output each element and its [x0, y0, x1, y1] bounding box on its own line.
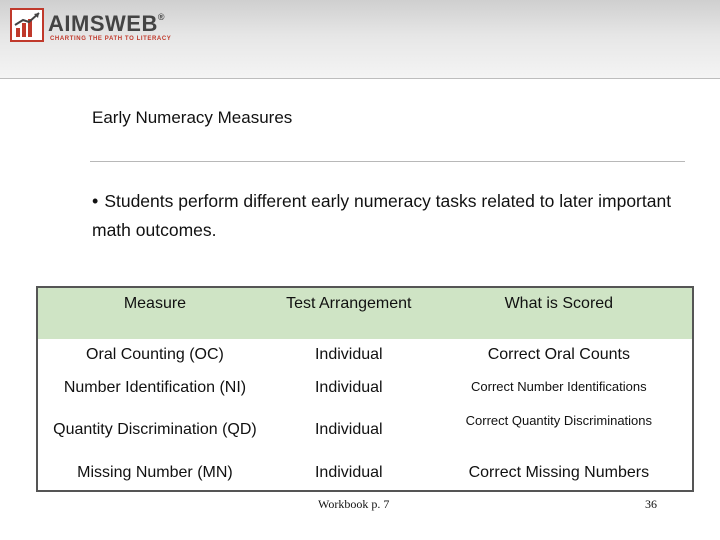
cell-measure: Missing Number (MN): [77, 463, 233, 481]
cell-arrangement: Individual: [314, 346, 383, 363]
table-header-row: [37, 287, 693, 339]
cell-scored: Correct Oral Counts: [487, 346, 630, 363]
cell-arrangement: Individual: [314, 463, 383, 481]
aimsweb-logo: [10, 8, 210, 48]
header-banner: [0, 0, 720, 79]
bullet-dot: •: [92, 191, 99, 211]
cell-measure: Oral Counting (OC): [86, 346, 224, 363]
header-what-is-scored: What is Scored: [426, 287, 693, 339]
bullet-point: [92, 187, 692, 245]
page-number: 36: [645, 497, 657, 511]
header-test-arrangement: Test Arrangement: [272, 287, 426, 339]
footer-reference: Workbook p. 7: [318, 497, 390, 511]
cell-scored: Correct Missing Numbers: [468, 463, 650, 481]
logo-wordmark: AIMSWEB®: [48, 11, 165, 36]
cell-arrangement: Individual: [314, 379, 383, 396]
measures-table: [36, 286, 694, 492]
slide-title: Early Numeracy Measures: [92, 108, 293, 127]
cell-scored: Correct Quantity Discriminations: [465, 413, 653, 428]
table-row: [37, 455, 693, 491]
cell-arrangement: Individual: [314, 421, 383, 438]
header-measure: Measure: [37, 287, 272, 339]
cell-measure: Number Identification (NI): [63, 379, 247, 396]
cell-scored: Correct Number Identifications: [471, 379, 647, 394]
title-divider: [90, 161, 685, 162]
bullet-text: Students perform different early numeracy tasks related to later important math outcomes.: [92, 191, 672, 240]
logo-chart-icon: [10, 8, 44, 42]
table-row: [37, 339, 693, 371]
table-row: [37, 405, 693, 455]
table-row: [37, 371, 693, 405]
logo-tagline: CHARTING THE PATH TO LITERACY: [50, 36, 172, 42]
cell-measure: Quantity Discrimination (QD): [53, 421, 257, 438]
